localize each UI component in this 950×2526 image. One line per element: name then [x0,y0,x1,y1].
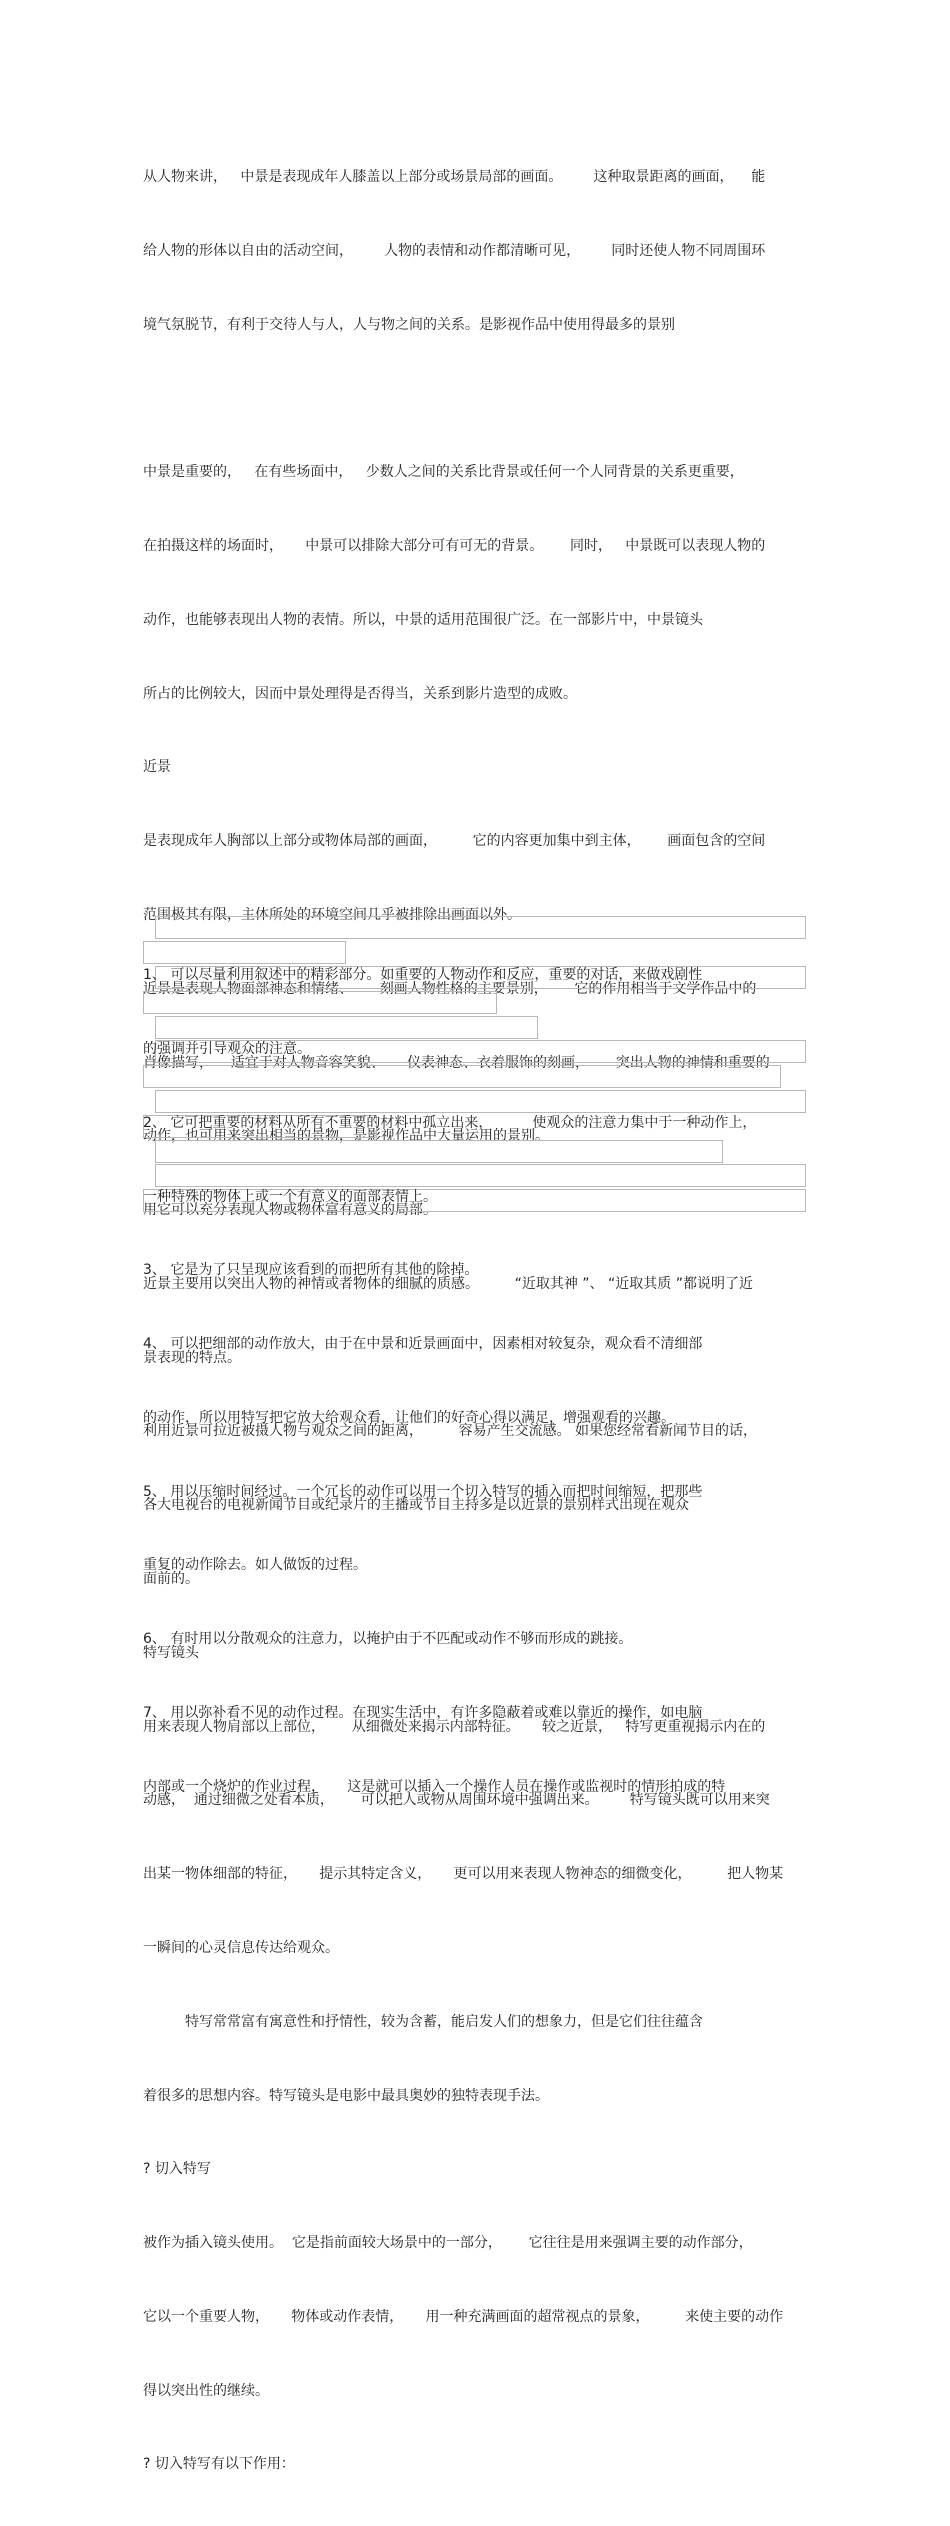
text-line: 近景主要用以突出人物的神情或者物体的细腻的质感。 “近取其神 ”、 “近取其质 ”都说明了近 [143,1275,753,1292]
text-line: 肖像描写， 适宜于对人物音容笑貌、 仪表神态、衣着服饰的刻画， 突出人物的神情和重要的 [143,1054,770,1071]
list-item: 1、 可以尽量利用叙述中的精彩部分。如重要的人物动作和反应，重要的对话，来做戏剧性 [143,967,703,984]
paragraph-gap [143,387,813,412]
text-line: 面前的。 [143,1571,199,1588]
section-heading-texie: 特写镜头 [143,1644,199,1661]
list-item: 3、 它是为了只呈现应该看到的而把所有其他的除掉。 [143,1262,479,1279]
text-line: 从人物来讲， 中景是表现成年人膝盖以上部分或场景局部的画面。 这种取景距离的画面， 能 [143,169,766,186]
text-line: 各大电视台的电视新闻节目或纪录片的主播或节目主持多是以近景的景别样式出现在观众 [143,1497,689,1514]
text-line: 范围极其有限，主体所处的环境空间几乎被排除出画面以外。 [143,907,521,923]
text-line: 近景是表现人物面部神态和情绪、 刻画人物性格的主要景别， 它的作用相当于文学作品中的 [143,980,757,997]
text-line: 特写常常富有寓意性和抒情性，较为含蓄，能启发人们的想象力，但是它们往往蕴含 [185,2013,703,2030]
list-item: 6、 有时用以分散观众的注意力，以掩护由于不匹配或动作不够而形成的跳接。 [143,1631,633,1648]
text-line: 所占的比例较大，因而中景处理得是否得当，关系到影片造型的成败。 [143,685,577,702]
text-line: 一瞬间的心灵信息传达给观众。 [143,1939,339,1956]
list-item: 重复的动作除去。如人做饭的过程。 [143,1557,367,1574]
text-line: 给人物的形体以自由的活动空间， 人物的表情和动作都清晰可见， 同时还使人物不同周围环 [143,242,766,259]
text-line: 被作为插入镜头使用。 它是指前面较大场景中的一部分， 它往往是用来强调主要的动作部分， [143,2235,753,2252]
text-line: 动作，也能够表现出人物的表情。所以，中景的适用范围很广泛。在一部影片中，中景镜头 [143,611,703,628]
text-line: 着很多的思想内容。特写镜头是电影中最具奥妙的独特表现手法。 [143,2087,549,2104]
text-line: 在拍摄这样的场面时， 中景可以排除大部分可有可无的背景。 同时， 中景既可以表现人物的 [143,538,766,555]
text-line: 用它可以充分表现人物或物体富有意义的局部。 [143,1202,437,1219]
text-line: 得以突出性的继续。 [143,2382,269,2399]
text-line: 用来表现人物肩部以上部位， 从细微处来揭示内部特征。 较之近景， 特写更重视揭示内在的 [143,1718,766,1735]
text-line: 境气氛脱节，有利于交待人与人，人与物之间的关系。是影视作品中使用得最多的景别 [143,316,675,333]
list-item: 5、 用以压缩时间经过。一个冗长的动作可以用一个切入特写的插入而把时间缩短，把那些 [143,1483,703,1500]
list-item: 2、 它可把重要的材料从所有不重要的材料中孤立出来， 使观众的注意力集中于一种动作上， [143,1114,757,1131]
text-line: 动作，也可用来突出相当的景物，是影视作品中大量运用的景别。 [143,1128,549,1145]
section-heading-jinjing: 近景 [143,759,171,776]
text-line: 利用近景可拉近被摄人物与观众之间的距离， 容易产生交流感。 如果您经常看新闻节目的话， [143,1423,758,1440]
list-item: 的动作，所以用特写把它放大给观众看，让他们的好奇心得以满足，增强观看的兴趣。 [143,1409,675,1426]
text-line: 是表现成年人胸部以上部分或物体局部的画面， 它的内容更加集中到主体， 画面包含的空间 [143,833,766,850]
section-heading-qieru: ? 切入特写 [143,2161,211,2178]
section-heading-zuoyong: ? 切入特写有以下作用： [143,2456,295,2473]
list-item: 7、 用以弥补看不见的动作过程。在现实生活中，有许多隐蔽着或难以靠近的操作，如电脑 [143,1705,703,1721]
list-item: 的强调并引导观众的注意。 [143,1040,311,1057]
list-item: 内部或一个烧炉的作业过程， 这是就可以插入一个操作人员在操作或监视时的情形拍成的特 [143,1778,726,1795]
numbered-list [143,914,813,1849]
text-line: 出某一物体细部的特征， 提示其特定含义， 更可以用来表现人物神态的细微变化， 把人物某 [143,1866,784,1883]
list-item: 4、 可以把细部的动作放大，由于在中景和近景画面中，因素相对较复杂，观众看不清细部 [143,1336,703,1353]
text-line: 景表现的特点。 [143,1349,241,1366]
list-item: 一种特殊的物体上或一个有意义的面部表情上。 [143,1188,437,1205]
text-line: 动感， 通过细微之处看本质， 可以把人或物从周围环境中强调出来。 特写镜头既可以用来突 [143,1792,770,1809]
text-line: 它以一个重要人物， 物体或动作表情， 用一种充满画面的超常视点的景象， 来使主要的动作 [143,2308,784,2325]
text-line: 中景是重要的， 在有些场面中， 少数人之间的关系比背景或任何一个人同背景的关系更重要， [143,464,744,481]
